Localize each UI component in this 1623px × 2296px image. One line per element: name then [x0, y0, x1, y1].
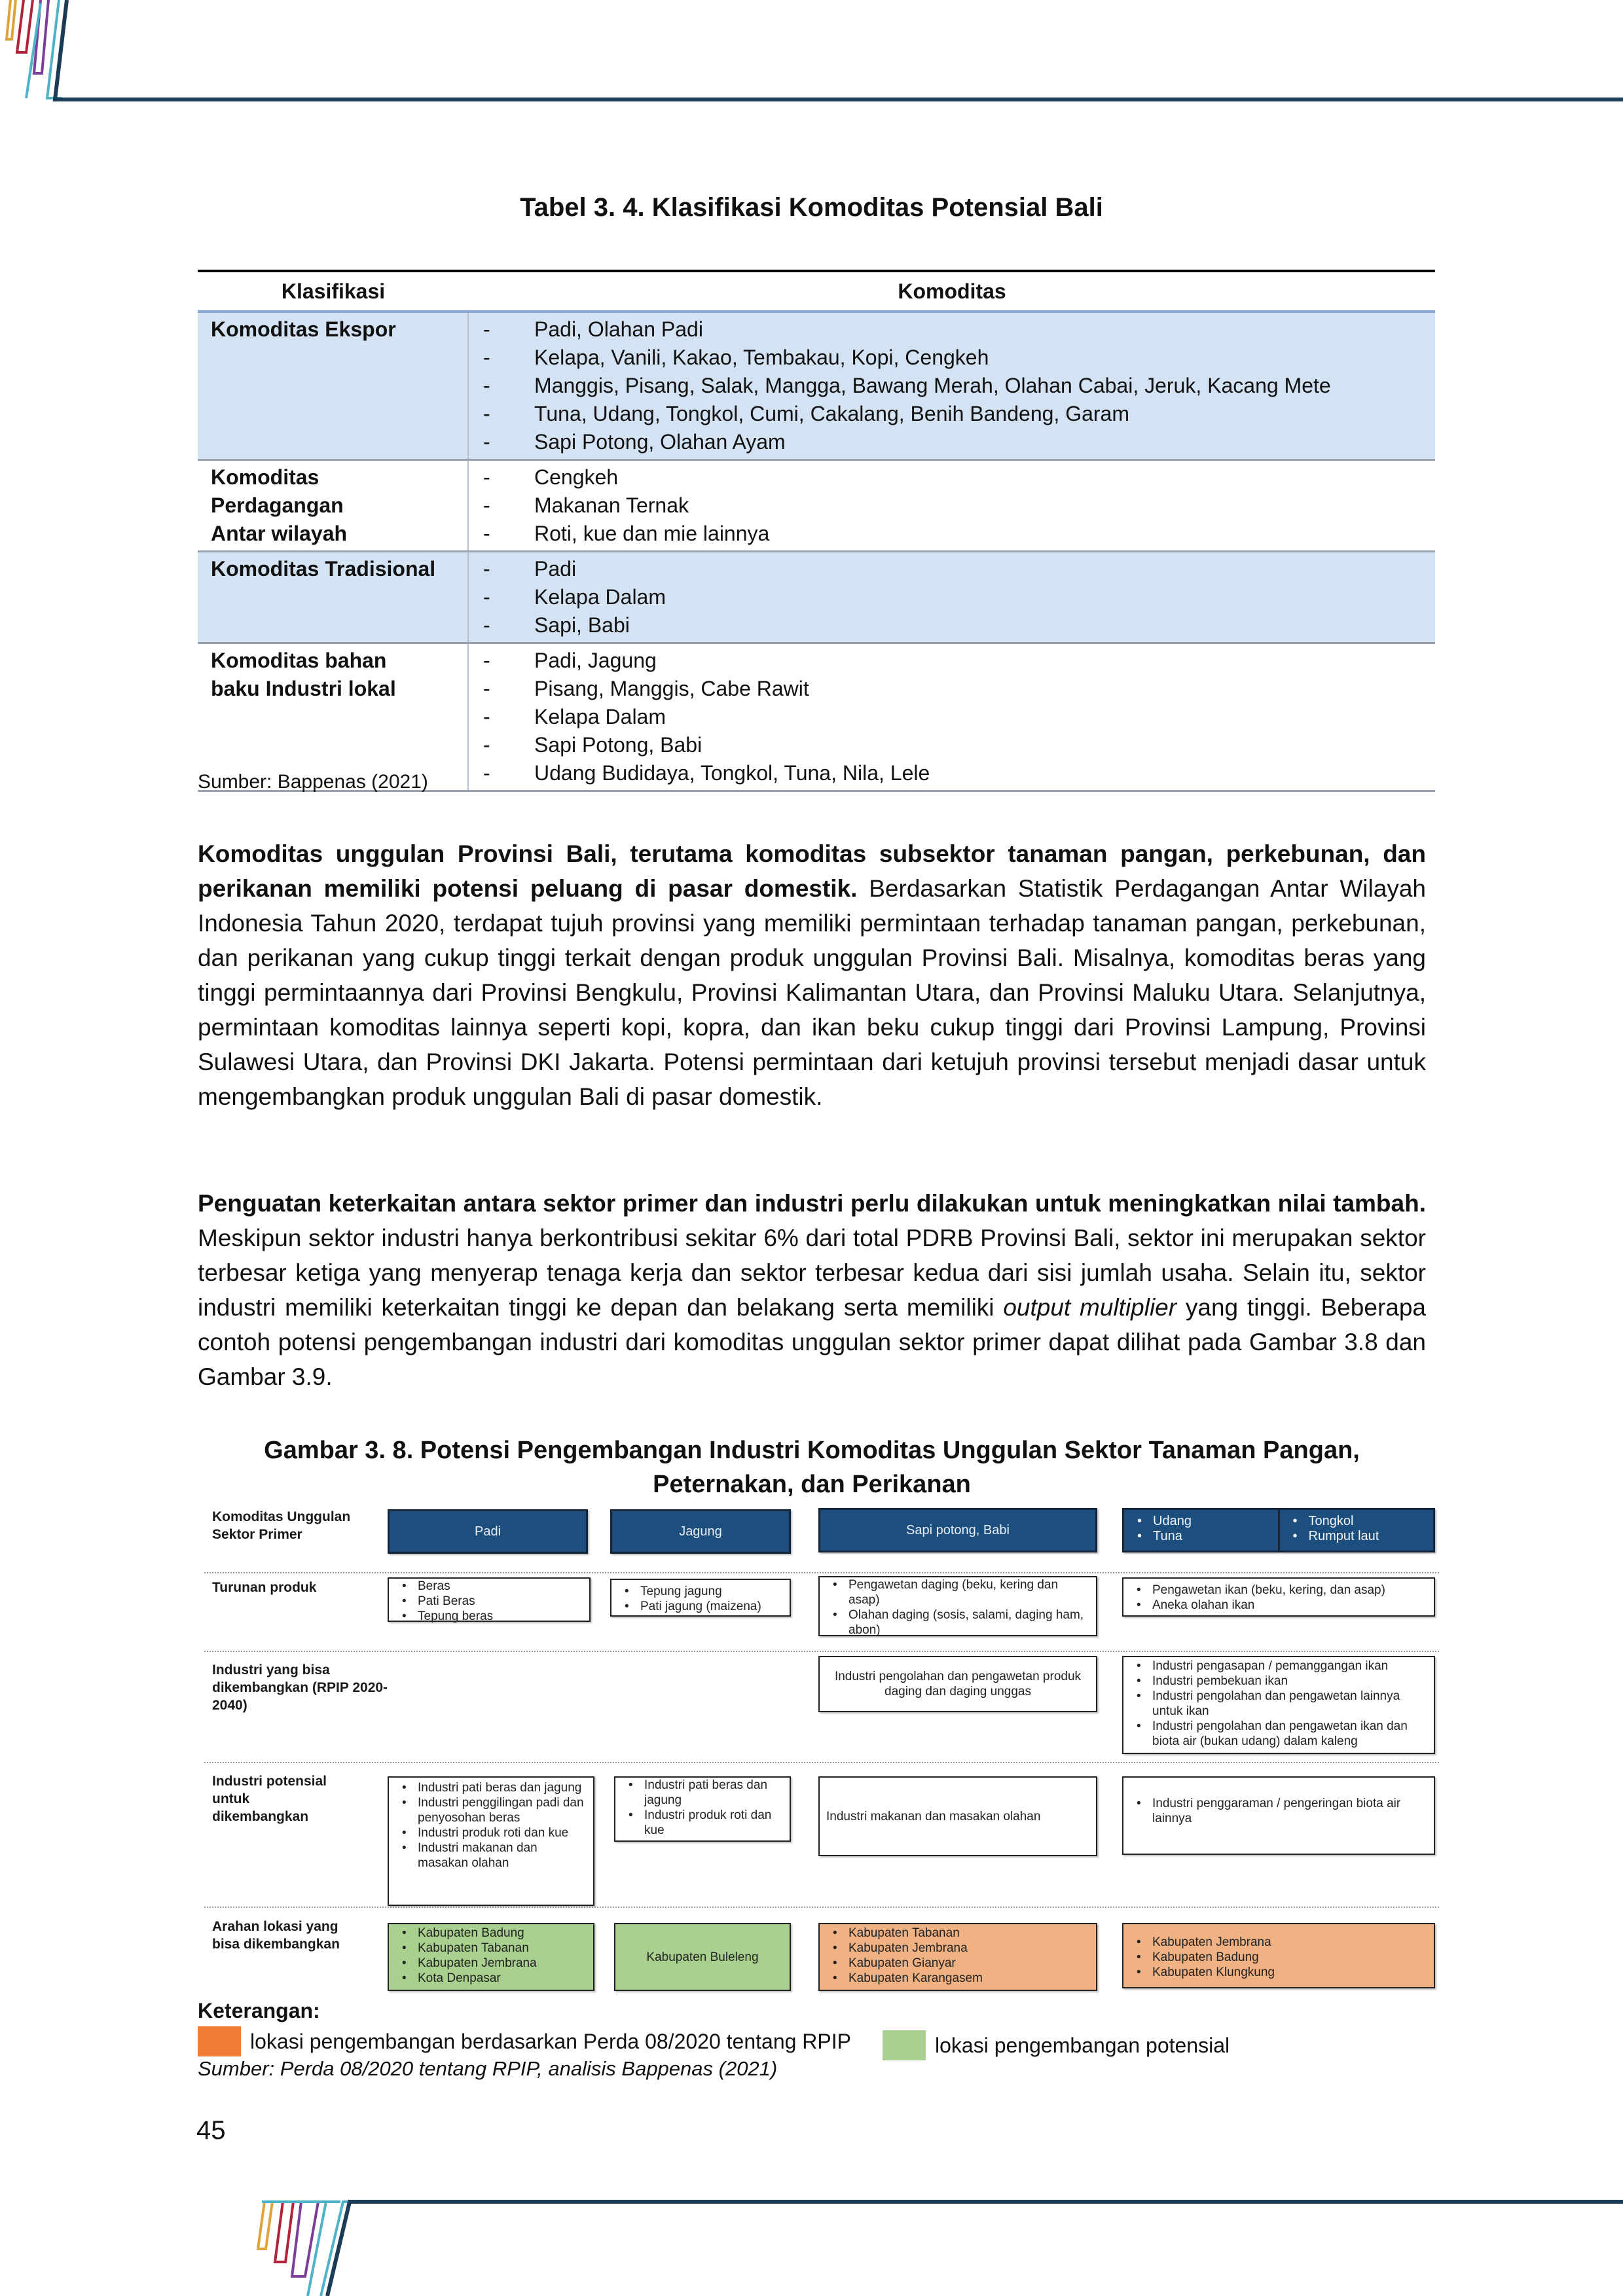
industri-rpip-box-sapi-babi: Industri pengolahan dan pengawetan produk daging dan daging unggas	[818, 1656, 1097, 1712]
lokasi-box-sapi-babi: • Kabupaten Tabanan • Kabupaten Jembrana • Kabupaten Gianyar • Kabupaten Karangasem	[818, 1923, 1097, 1991]
row-label-turunan: Turunan produk	[212, 1580, 317, 1595]
table-row: Komoditas Ekspor - Padi, Olahan Padi - Kelapa, Vanili, Kakao, Tembakau, Kopi, Cengkeh - Manggis, Pisang, Salak, Mangga, Bawang Merah, Olahan Cabai, Jeruk, Kacang Mete - Tuna, Udang, Tongkol, Cumi, Cakalang, Benih Bandeng, Garam - Sapi Potong, Olahan Ayam	[198, 313, 1435, 461]
industri-potensial-box-padi: • Industri pati beras dan jagung • Industri penggilingan padi dan penyosohan beras • Industri produk roti dan kue • Industri makanan dan masakan olahan	[388, 1776, 594, 1906]
komoditas-item: Udang Budidaya, Tongkol, Tuna, Nila, Lele	[534, 761, 930, 785]
komoditas-item: Pisang, Manggis, Cabe Rawit	[534, 677, 809, 700]
orange-swatch-icon	[198, 2026, 241, 2056]
paragraph-italic-term: output multiplier	[1003, 1294, 1177, 1321]
komoditas-item: Kelapa, Vanili, Kakao, Tembakau, Kopi, Cengkeh	[534, 346, 989, 369]
row-label-industri-potensial: Industri potensial untuk dikembangkan	[212, 1774, 327, 1824]
table-row: Komoditas bahan baku Industri lokal - Padi, Jagung - Pisang, Manggis, Cabe Rawit - Kelapa Dalam - Sapi Potong, Babi - Udang Budidaya, Tongkol, Tuna, Nila, Lele	[198, 644, 1435, 792]
industry-development-diagram	[198, 1499, 1439, 1996]
table-title: Tabel 3. 4. Klasifikasi Komoditas Potensial Bali	[520, 193, 1103, 222]
komoditas-item: Roti, kue dan mie lainnya	[534, 522, 770, 545]
komoditas-item: Kelapa Dalam	[534, 705, 666, 728]
paragraph-body: Berdasarkan Statistik Perdagangan Antar Wilayah Indonesia Tahun 2020, terdapat tujuh provinsi yang memiliki permintaan terhadap tanaman pangan, perkebunan, dan perikanan yang cukup tinggi terkait dengan produk unggulan Provinsi Bali. Misalnya, komoditas beras yang tinggi permintaannya dari Provinsi Bengkulu, Provinsi Kalimantan Utara, dan Provinsi Maluku Utara. Selanjutnya, permintaan komoditas lainnya seperti kopi, kopra, dan ikan beku cukup tinggi dari Provinsi Lampung, Provinsi Sulawesi Utara, dan Provinsi DKI Jakarta. Potensi permintaan dari ketujuh provinsi tersebut menjadi dasar untuk mengembangkan produk unggulan Bali di pasar domestik.	[198, 875, 1426, 1110]
komoditas-item: Padi, Olahan Padi	[534, 317, 703, 341]
komoditas-item: Sapi Potong, Olahan Ayam	[534, 430, 786, 454]
lokasi-box-padi: • Kabupaten Badung • Kabupaten Tabanan • Kabupaten Jembrana • Kota Denpasar	[388, 1923, 594, 1991]
green-swatch-icon	[883, 2030, 926, 2060]
komoditas-item: Kelapa Dalam	[534, 585, 666, 609]
komoditas-item: Manggis, Pisang, Salak, Mangga, Bawang Merah, Olahan Cabai, Jeruk, Kacang Mete	[534, 374, 1331, 397]
paragraph-penguatan-keterkaitan	[198, 1186, 1440, 1394]
footer-decoration	[0, 2186, 1623, 2296]
industri-potensial-box-jagung: • Industri pati beras dan jagung • Industri produk roti dan kue	[614, 1776, 791, 1842]
legend-title: Keterangan:	[198, 1999, 320, 2022]
table-row: Komoditas Tradisional - Padi - Kelapa Dalam - Sapi, Babi	[198, 552, 1435, 644]
figure-source: Sumber: Perda 08/2020 tentang RPIP, analisis Bappenas (2021)	[198, 2057, 778, 2080]
turunan-box-jagung: • Tepung jagung • Pati jagung (maizena)	[610, 1579, 791, 1617]
paragraph-body: Meskipun sektor industri hanya berkontribusi sekitar 6% dari total PDRB Provinsi Bali, sektor ini merupakan sektor terbesar ketiga yang menyerap tenaga kerja dan sektor terbesar kedua dari sisi jumlah usaha. Selain itu, sektor industri memiliki keterkaitan tinggi ke depan dan belakang serta memiliki	[198, 1190, 1440, 1321]
industri-rpip-box-perikanan: • Industri pengasapan / pemanggangan ikan • Industri pembekuan ikan • Industri pengolahan dan pengawetan lainnya untuk ikan • Industri pengolahan dan pengawetan ikan dan biota air (bukan udang) dalam kaleng	[1122, 1656, 1435, 1754]
komoditas-item: Tuna, Udang, Tongkol, Cumi, Cakalang, Benih Bandeng, Garam	[534, 402, 1129, 425]
komoditas-item: Sapi, Babi	[534, 613, 630, 637]
paragraph-lead: Penguatan keterkaitan antara sektor primer dan industri perlu dilakukan untuk meningkatkan nilai tambah.	[198, 1190, 1426, 1217]
komoditas-box-padi: Padi	[388, 1509, 588, 1554]
turunan-box-perikanan: • Pengawetan ikan (beku, kering, dan asap) • Aneka olahan ikan	[1122, 1577, 1435, 1617]
industri-potensial-box-sapi-babi: Industri makanan dan masakan olahan	[818, 1776, 1097, 1856]
komoditas-box-jagung: Jagung	[610, 1509, 791, 1554]
table-source: Sumber: Bappenas (2021)	[198, 771, 428, 793]
page-number: 45	[196, 2116, 226, 2145]
table-header	[198, 272, 1435, 313]
lokasi-box-perikanan: • Kabupaten Jembrana • Kabupaten Badung • Kabupaten Klungkung	[1122, 1923, 1435, 1988]
column-header-klasifikasi: Klasifikasi	[281, 279, 386, 303]
komoditas-item: Padi	[534, 557, 577, 581]
legend-item-potensial: lokasi pengembangan potensial	[883, 2030, 1230, 2060]
row-klasifikasi: Komoditas Tradisional	[198, 552, 469, 642]
paragraph-komoditas-unggulan	[198, 836, 1426, 1114]
row-separator	[204, 1572, 1439, 1573]
legend-item-rpip: lokasi pengembangan berdasarkan Perda 08/2020 tentang RPIP	[198, 2026, 851, 2056]
industri-potensial-box-perikanan: • Industri penggaraman / pengeringan biota air lainnya	[1122, 1776, 1435, 1855]
paragraph-lead: Komoditas unggulan Provinsi Bali, terutama komoditas subsektor tanaman pangan, perkebunan, dan perikanan memiliki potensi peluang di pasar domestik.	[198, 840, 1426, 902]
row-klasifikasi: Komoditas bahan baku Industri lokal	[198, 644, 469, 790]
komoditas-item: Cengkeh	[534, 465, 619, 489]
paragraph-body: yang tinggi. Beberapa contoh potensi pengembangan industri dari komoditas unggulan sektor primer dapat dilihat pada Gambar 3.8 dan Gambar 3.9.	[198, 1294, 1426, 1390]
komoditas-item: Padi, Jagung	[534, 649, 657, 672]
lokasi-box-jagung: Kabupaten Buleleng	[614, 1923, 791, 1991]
row-separator	[204, 1651, 1439, 1652]
column-header-komoditas: Komoditas	[898, 279, 1006, 303]
table-row: Komoditas Perdagangan Antar wilayah - Cengkeh - Makanan Ternak - Roti, kue dan mie lainnya	[198, 461, 1435, 552]
row-label-komoditas: Komoditas Unggulan Sektor Primer	[212, 1509, 351, 1542]
row-label-industri-rpip: Industri yang bisa dikembangkan (RPIP 2020-2040)	[212, 1662, 388, 1713]
turunan-box-sapi-babi: • Pengawetan daging (beku, kering dan asap) • Olahan daging (sosis, salami, daging ham, abon)	[818, 1576, 1097, 1636]
klasifikasi-table	[198, 270, 1435, 792]
komoditas-item: Makanan Ternak	[534, 493, 689, 517]
row-separator	[204, 1907, 1439, 1908]
row-klasifikasi: Komoditas Ekspor	[198, 313, 469, 459]
row-separator	[204, 1762, 1439, 1763]
turunan-box-padi: • Beras • Pati Beras • Tepung beras	[388, 1577, 591, 1622]
header-decoration	[0, 0, 1623, 111]
komoditas-box-perikanan: • Udang • Tuna • Tongkol • Rumput laut	[1122, 1508, 1435, 1552]
row-label-lokasi: Arahan lokasi yang bisa dikembangkan	[212, 1919, 340, 1952]
figure-title: Gambar 3. 8. Potensi Pengembangan Industri Komoditas Unggulan Sektor Tanaman Pangan, Peternakan, dan Perikanan	[264, 1437, 1360, 1498]
row-klasifikasi: Komoditas Perdagangan Antar wilayah	[198, 461, 469, 550]
komoditas-box-sapi-babi: Sapi potong, Babi	[818, 1508, 1097, 1552]
komoditas-item: Sapi Potong, Babi	[534, 733, 702, 757]
